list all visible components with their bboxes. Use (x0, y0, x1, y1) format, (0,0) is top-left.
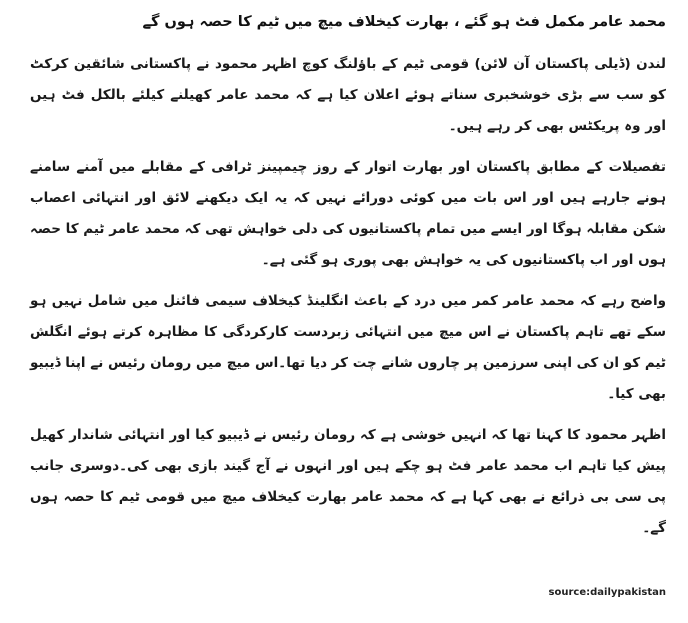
article-paragraph-2: تفصیلات کے مطابق پاکستان اور بھارت اتوار کے روز چیمپینز ٹرافی کے مقابلے میں آمنے سامنے ہونے جارہے ہیں اور اس بات میں کوئی دورائے نہیں کہ یہ ایک دیکھنے لائق اور انتہائی اعصاب شکن مقابلہ ہوگا اور ایسے میں تمام پاکستانیوں کی دلی خواہش تھی کہ محمد عامر ٹیم کا حصہ ہوں اور اب پاکستانیوں کی یہ خواہش بھی پوری ہو گئی ہے۔ (30, 159, 666, 268)
article-paragraph-3: واضح رہے کہ محمد عامر کمر میں درد کے باعث انگلینڈ کیخلاف سیمی فائنل میں شامل نہیں ہو سکے تھے تاہم پاکستان نے اس میچ میں انتہائی زبردست کارکردگی کا مظاہرہ کرتے ہوئے انگلش ٹیم کو ان کی اپنی سرزمین پر چاروں شانے چت کر دیا تھا۔اس میچ میں رومان رئیس نے اپنا ڈیبیو بھی کیا۔ (30, 293, 666, 402)
news-article (30, 10, 666, 554)
article-paragraph-1: لندن (ڈیلی پاکستان آن لائن) قومی ٹیم کے باؤلنگ کوچ اظہر محمود نے پاکستانی شائقین کرکٹ کو سب سے بڑی خوشخبری سناتے ہوئے اعلان کیا ہے کہ محمد عامر کھیلنے کیلئے بالکل فٹ ہیں اور وہ پریکٹس بھی کر رہے ہیں۔ (30, 56, 666, 134)
article-headline: محمد عامر مکمل فٹ ہو گئے ، بھارت کیخلاف میچ میں ٹیم کا حصہ ہوں گے (142, 14, 666, 30)
source-credit: source:dailypakistan (548, 587, 666, 598)
article-paragraph-4: اظہر محمود کا کہنا تھا کہ انہیں خوشی ہے کہ رومان رئیس نے ڈیبیو کیا اور انتہائی شاندار کھیل پیش کیا تاہم اب محمد عامر فٹ ہو چکے ہیں اور انہوں نے آج گیند بازی بھی کی۔دوسری جانب پی سی بی ذرائع نے بھی کہا ہے کہ محمد عامر بھارت کیخلاف میچ میں قومی ٹیم کا حصہ ہوں گے۔ (30, 427, 666, 536)
